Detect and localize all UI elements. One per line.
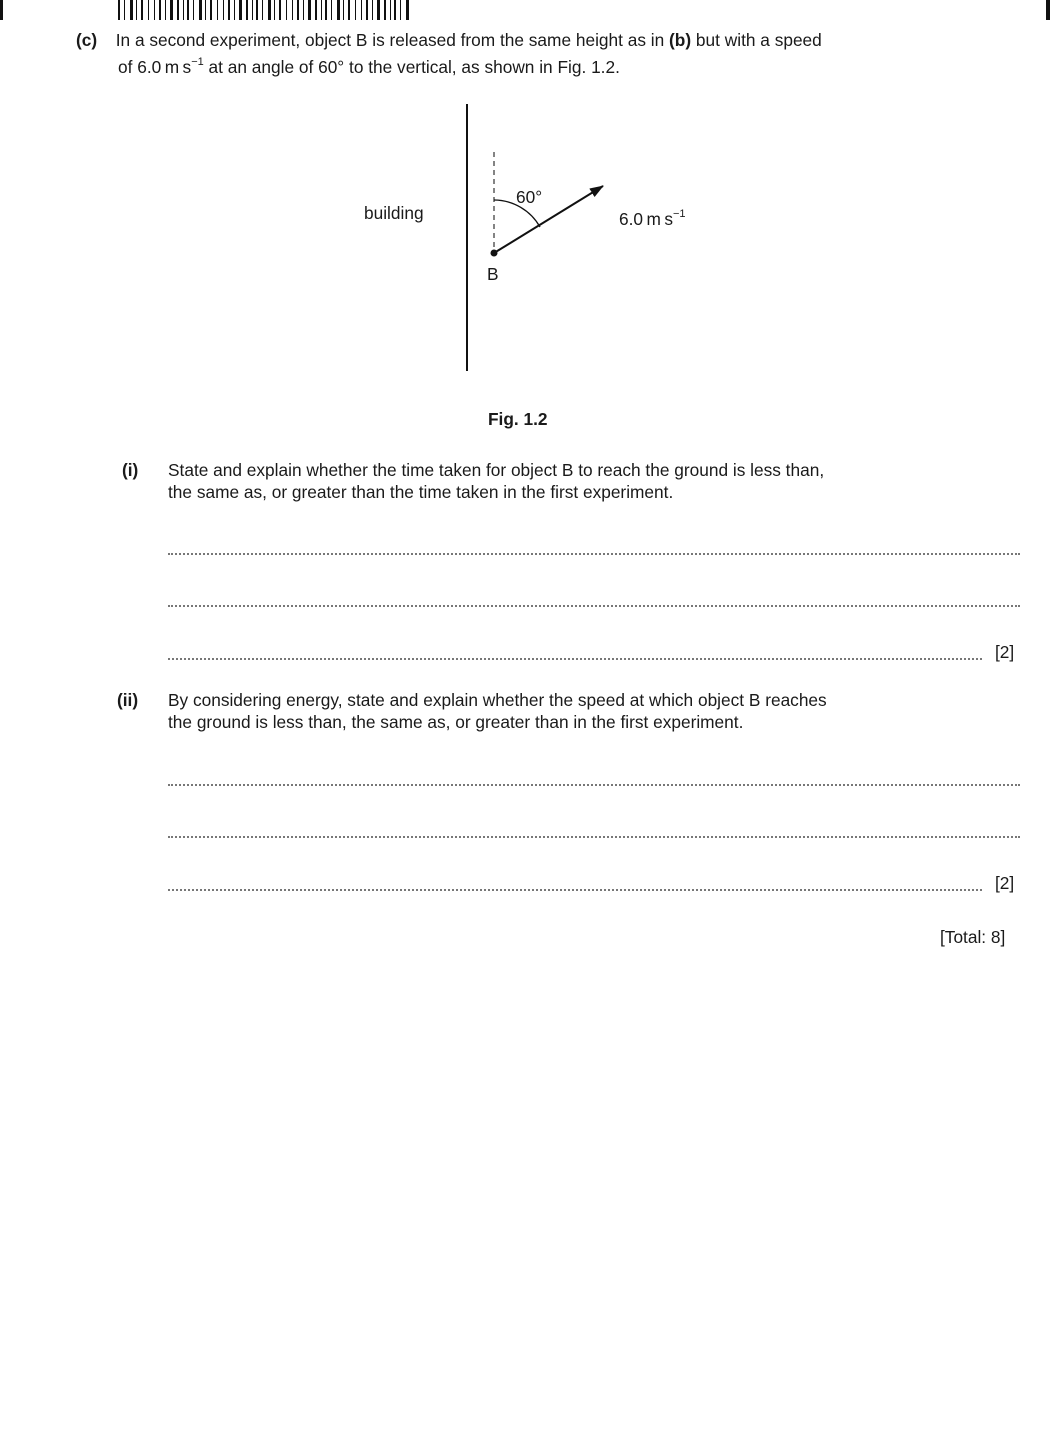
part-i-line1: State and explain whether the time taken for object B to reach the ground is less than, <box>168 460 825 480</box>
part-i-marks: [2] <box>995 642 1015 662</box>
part-ii-label: (ii) <box>117 690 139 710</box>
question-c-line2: of 6.0 m $s^{-1}$ at an angle of 60° to the vertical, as shown in Fig. 1.2. <box>118 56 620 77</box>
answer-line-ii-2[interactable] <box>168 836 1020 838</box>
question-c-label: (c) <box>76 30 98 50</box>
answer-line-ii-3[interactable] <box>168 889 982 891</box>
part-i-label: (i) <box>122 460 139 480</box>
building-label: building <box>364 203 424 223</box>
part-ii-marks: [2] <box>995 873 1015 893</box>
total-marks: [Total: 8] <box>940 927 1006 947</box>
object-b-point <box>491 250 498 257</box>
speed-label: 6.0 m $s^{-1}$ <box>619 208 686 229</box>
part-i-line2: the same as, or greater than the time taken in the first experiment. <box>168 482 674 502</box>
angle-label: 60° <box>516 187 543 207</box>
answer-line-ii-1[interactable] <box>168 784 1020 786</box>
part-ii-line1: By considering energy, state and explain whether the speed at which object B reaches <box>168 690 827 710</box>
object-b-label: B <box>487 264 499 284</box>
answer-line-i-3[interactable] <box>168 658 982 660</box>
question-c-line1: (c) In a second experiment, object B is released from the same height as in (b) but with a speed <box>76 30 822 50</box>
velocity-arrow <box>494 186 603 253</box>
figure-caption: Fig. 1.2 <box>488 409 548 429</box>
answer-line-i-2[interactable] <box>168 605 1020 607</box>
answer-line-i-1[interactable] <box>168 553 1020 555</box>
part-ii-line2: the ground is less than, the same as, or greater than in the first experiment. <box>168 712 744 732</box>
